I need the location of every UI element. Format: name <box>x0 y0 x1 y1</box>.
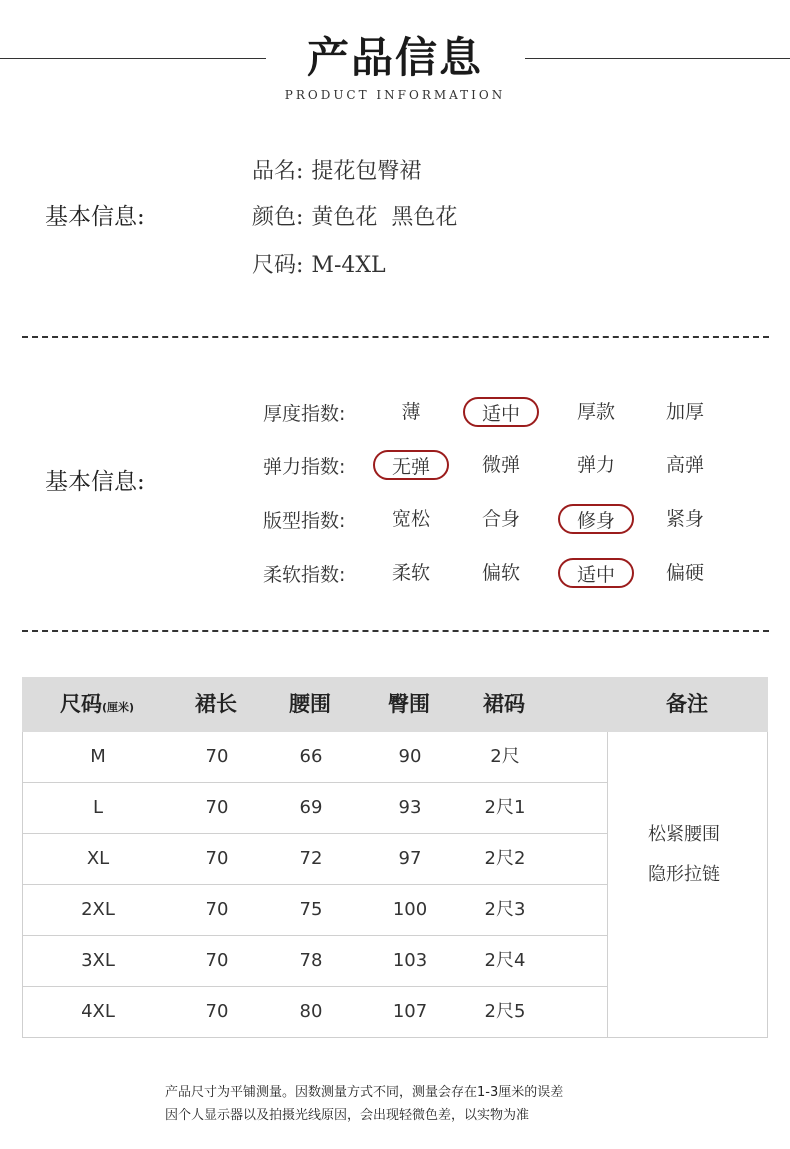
index-option: 厚款 <box>576 401 615 423</box>
cell-length: 70 <box>205 797 229 818</box>
basic-info-label: 基本信息: <box>45 204 145 230</box>
size-table-header <box>22 677 768 732</box>
index-label: 弹力指数: <box>263 456 346 478</box>
th-hip: 臀围 <box>388 692 430 716</box>
index-label: 柔软指数: <box>263 564 346 586</box>
cell-hip: 93 <box>398 797 422 818</box>
cell-hip: 100 <box>392 899 428 920</box>
cell-length: 70 <box>205 746 229 767</box>
cell-waist: 80 <box>299 1001 323 1022</box>
cell-size: 2XL <box>81 899 115 920</box>
table-row <box>23 834 607 885</box>
index-option: 偏硬 <box>665 562 704 584</box>
cell-size: 4XL <box>81 1001 115 1022</box>
index-option: 弹力 <box>576 454 615 476</box>
info-color-key: 颜色: <box>252 205 304 230</box>
cell-code: 2尺1 <box>484 797 526 818</box>
table-row <box>23 936 607 987</box>
cell-waist: 75 <box>299 899 323 920</box>
cell-hip: 90 <box>398 746 422 767</box>
index-option: 薄 <box>401 401 421 423</box>
cell-hip: 97 <box>398 848 422 869</box>
th-waist: 腰围 <box>289 692 331 716</box>
th-remark: 备注 <box>666 692 708 716</box>
cell-size: 3XL <box>81 950 115 971</box>
cell-code: 2尺2 <box>484 848 526 869</box>
index-label: 版型指数: <box>263 510 346 532</box>
cell-hip: 107 <box>392 1001 428 1022</box>
th-size: 尺码(厘米) <box>59 692 135 716</box>
index-option-selected: 无弹 <box>373 450 449 480</box>
th-length: 裙长 <box>195 692 237 716</box>
cell-waist: 78 <box>299 950 323 971</box>
cell-hip: 103 <box>392 950 428 971</box>
remark-line-1: 松紧腰围 <box>648 824 720 845</box>
index-option: 柔软 <box>391 562 430 584</box>
cell-size: XL <box>86 848 110 869</box>
cell-code: 2尺3 <box>484 899 526 920</box>
index-option: 微弹 <box>481 454 520 476</box>
cell-length: 70 <box>205 899 229 920</box>
info-size-line <box>252 248 386 279</box>
section-divider-1 <box>22 336 769 338</box>
cell-code: 2尺 <box>490 746 520 767</box>
index-option-selected: 适中 <box>463 397 539 427</box>
index-option: 紧身 <box>665 508 704 530</box>
index-option-selected: 修身 <box>558 504 634 534</box>
info-size-value: M-4XL <box>311 253 386 278</box>
note-line-2: 因个人显示器以及拍摄光线原因，会出现轻微色差，以实物为准 <box>165 1108 530 1123</box>
cell-length: 70 <box>205 950 229 971</box>
remark-cell <box>608 732 768 1037</box>
table-row <box>23 885 607 936</box>
cell-size: L <box>92 797 104 818</box>
index-option-selected: 适中 <box>558 558 634 588</box>
cell-waist: 72 <box>299 848 323 869</box>
index-option: 高弹 <box>665 454 704 476</box>
index-option: 偏软 <box>481 562 520 584</box>
index-label: 厚度指数: <box>263 403 346 425</box>
index-option: 合身 <box>481 508 520 530</box>
cell-code: 2尺4 <box>484 950 526 971</box>
index-option: 加厚 <box>665 401 704 423</box>
cell-length: 70 <box>205 1001 229 1022</box>
info-name-key: 品名: <box>252 159 304 184</box>
page-subtitle: PRODUCT INFORMATION <box>284 88 506 102</box>
note-line-1: 产品尺寸为平铺测量。因数测量方式不同，测量会存在1-3厘米的误差 <box>165 1085 564 1100</box>
table-row <box>23 783 607 834</box>
cell-waist: 69 <box>299 797 323 818</box>
index-option: 宽松 <box>391 508 430 530</box>
info-size-key: 尺码: <box>252 253 304 278</box>
size-table-body <box>22 732 768 1038</box>
page-title: 产品信息 <box>306 33 483 82</box>
cell-length: 70 <box>205 848 229 869</box>
info-name-line <box>252 154 421 185</box>
section-divider-2 <box>22 630 769 632</box>
info-color-line <box>252 200 457 231</box>
info-name-value: 提花包臀裙 <box>311 159 422 184</box>
cell-waist: 66 <box>299 746 323 767</box>
cell-size: M <box>90 746 106 767</box>
remark-line-2: 隐形拉链 <box>648 864 720 885</box>
cell-code: 2尺5 <box>484 1001 526 1022</box>
info-color-value: 黄色花 黑色花 <box>311 205 458 230</box>
table-row <box>23 732 607 783</box>
th-waist-code: 裙码 <box>483 692 525 716</box>
indices-label: 基本信息: <box>45 469 145 495</box>
table-row <box>23 987 607 1038</box>
